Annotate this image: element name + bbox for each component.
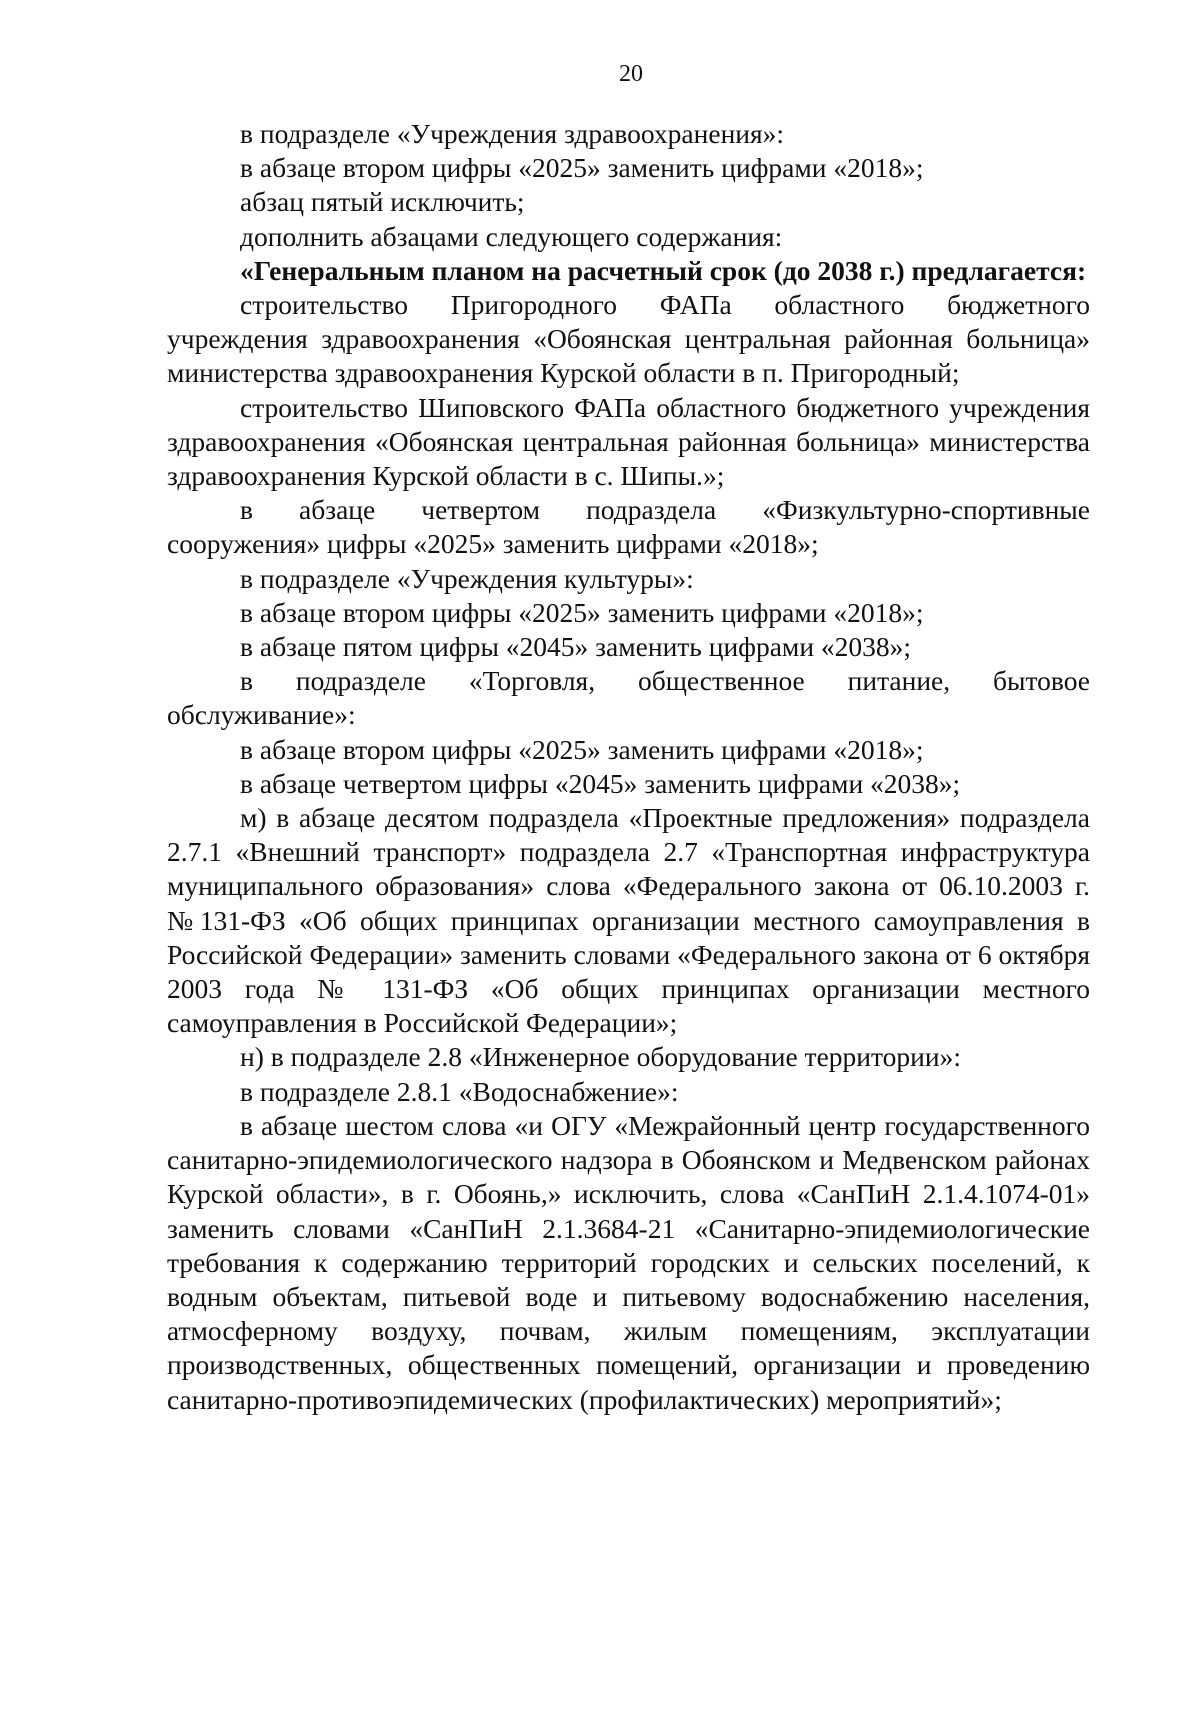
paragraph-10: в абзаце втором цифры «2025» заменить цифрами «2018»; <box>240 596 924 628</box>
paragraph-6: строительство Пригородного ФАПа областного бюджетного учреждения здравоохранения «Обоянская центральная районная больница» министерства здравоохранения Курской области в п. Пригородный; <box>167 289 1090 389</box>
paragraph-8: в абзаце четвертом подраздела «Физкультурно-спортивные сооружения» цифры «2025» заменить цифрами «2018»; <box>167 494 1090 560</box>
paragraph-1: в подразделе «Учреждения здравоохранения»: <box>240 118 785 149</box>
paragraph-4: дополнить абзацами следующего содержания: <box>240 220 783 252</box>
paragraph-3: абзац пятый исключить; <box>240 186 525 218</box>
paragraph-14: в абзаце четвертом цифры «2045» заменить цифрами «2038»; <box>240 767 961 799</box>
page-number: 20 <box>619 61 643 87</box>
paragraph-15: м) в абзаце десятом подраздела «Проектные предложения» подраздела 2.7.1 «Внешний транспорт» подраздела 2.7 «Транспортная инфраструктура муниципального образования» слова «Федерального закона от 06.10.2003 г. №131-ФЗ «Об общих принципах организации местного самоуправления в Российской Федерации» заменить словами «Федерального закона от 6 октября 2003 года № 131-ФЗ «Об общих принципах организации местного самоуправления в Российской Федерации»; <box>167 802 1090 1039</box>
paragraph-16: н) в подразделе 2.8 «Инженерное оборудование территории»: <box>240 1041 961 1073</box>
paragraph-11: в абзаце пятом цифры «2045» заменить цифрами «2038»; <box>240 631 912 663</box>
paragraph-7: строительство Шиповского ФАПа областного бюджетного учреждения здравоохранения «Обоянская центральная районная больница» министерства здравоохранения Курской области в с. Шипы.»; <box>167 391 1090 492</box>
document-body <box>167 117 1090 1417</box>
paragraph-13: в абзаце втором цифры «2025» заменить цифрами «2018»; <box>240 733 924 765</box>
paragraph-12: в подразделе «Торговля, общественное питание, бытовое обслуживание»: <box>167 665 1090 731</box>
paragraph-2: в абзаце втором цифры «2025» заменить цифрами «2018»; <box>240 152 924 184</box>
paragraph-17: в подразделе 2.8.1 «Водоснабжение»: <box>240 1075 679 1107</box>
paragraph-18: в абзаце шестом слова «и ОГУ «Межрайонный центр государственного санитарно-эпидемиологического надзора в Обоянском и Медвенском районах Курской области», в г. Обоянь,» исключить, слова «СанПиН 2.1.4.1074-01» заменить словами «СанПиН 2.1.3684-21 «Санитарно-эпидемиологические требования к содержанию территорий городских и сельских поселений, к водным объектам, питьевой воде и питьевому водоснабжению населения, атмосферному воздуху, почвам, жилым помещениям, эксплуатации производственных, общественных помещений, организации и проведению санитарно-противоэпидемических (профилактических) мероприятий»; <box>167 1109 1090 1415</box>
paragraph-5-bold-heading: «Генеральным планом на расчетный срок (до 2038 г.) предлагается: <box>240 254 1087 286</box>
paragraph-9: в подразделе «Учреждения культуры»: <box>240 562 694 594</box>
